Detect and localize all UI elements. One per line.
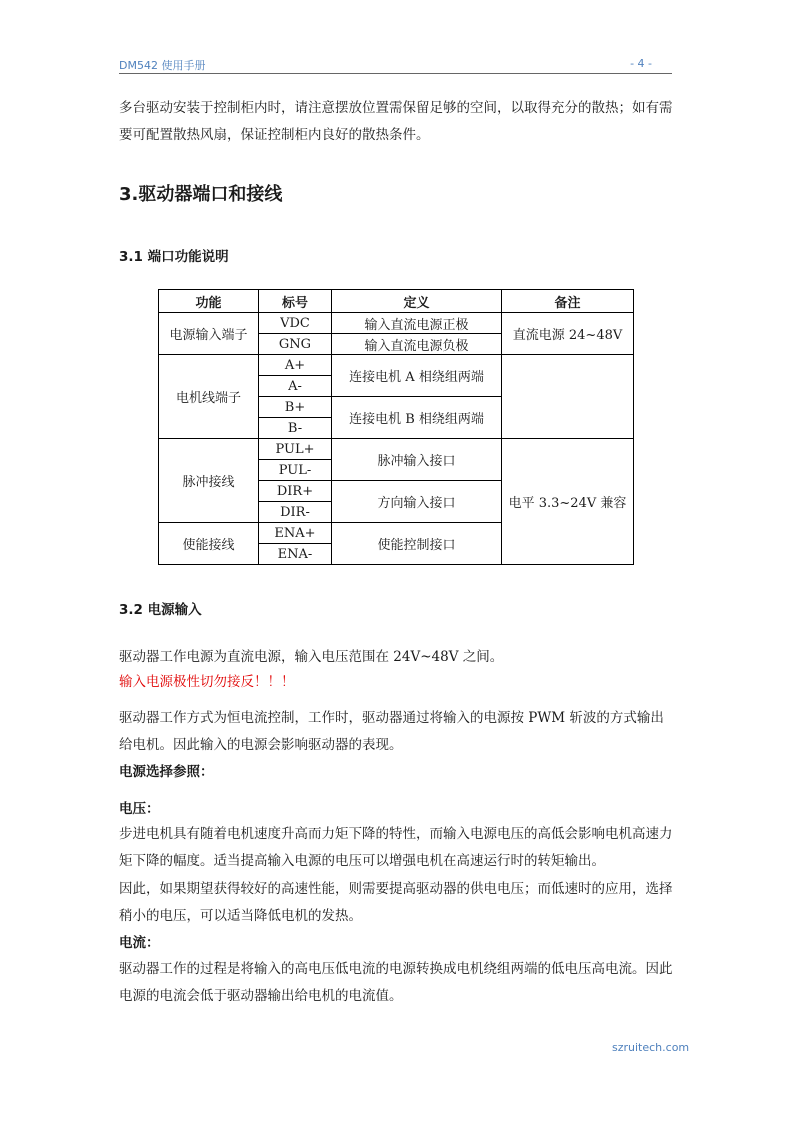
group-motor: 电机线端子 [159,355,259,439]
polarity-warning: 输入电源极性切勿接反！！！ [119,674,295,690]
def-phase-a: 连接电机 A 相绕组两端 [332,355,502,397]
header-definition: 定义 [332,290,502,313]
label-pul-plus: PUL+ [259,439,332,460]
def-phase-b: 连接电机 B 相绕组两端 [332,397,502,439]
power-reference-title: 电源选择参照： [119,764,214,780]
section-3-2-title: 3.2 电源输入 [119,602,202,618]
note-motor-empty [502,355,634,439]
voltage-text-2: 因此，如果期望获得较好的高速性能，则需要提高驱动器的供电电压；而低速时的应用，选择稍小的电压，可以适当降低电机的发热。 [119,881,673,924]
table-row [159,313,634,334]
note-power: 直流电源 24~48V [502,313,634,355]
label-ena-minus: ENA- [259,544,332,565]
header-label: 标号 [259,290,332,313]
label-pul-minus: PUL- [259,460,332,481]
header-function: 功能 [159,290,259,313]
note-signal: 电平 3.3~24V 兼容 [502,439,634,565]
footer-website: szruitech.com [612,1041,690,1054]
group-pulse: 脉冲接线 [159,439,259,523]
def-dir: 方向输入接口 [332,481,502,523]
voltage-text-1: 步进电机具有随着电机速度升高而力矩下降的特性，而输入电源电压的高低会影响电机高速力矩下降的幅度。适当提高输入电源的电压可以增强电机在高速运行时的转矩输出。 [119,826,673,869]
voltage-title: 电压： [119,801,160,817]
label-a-minus: A- [259,376,332,397]
port-function-table [158,289,634,565]
group-enable: 使能接线 [159,523,259,565]
page-header [119,57,672,74]
def-gng: 输入直流电源负极 [332,334,502,355]
label-b-minus: B- [259,418,332,439]
header-note: 备注 [502,290,634,313]
label-ena-plus: ENA+ [259,523,332,544]
label-vdc: VDC [259,313,332,334]
table-header-row [159,290,634,313]
label-gng: GNG [259,334,332,355]
def-pulse: 脉冲输入接口 [332,439,502,481]
section-3-1-title: 3.1 端口功能说明 [119,249,229,265]
page-number: - 4 - [630,57,652,70]
label-b-plus: B+ [259,397,332,418]
current-text: 驱动器工作的过程是将输入的高电压低电流的电源转换成电机绕组两端的低电压高电流。因此电源的电流会低于驱动器输出给电机的电流值。 [119,961,673,1004]
def-enable: 使能控制接口 [332,523,502,565]
power-range-text: 驱动器工作电源为直流电源，输入电压范围在 24V~48V 之间。 [119,649,504,665]
group-power: 电源输入端子 [159,313,259,355]
current-title: 电流： [119,935,160,951]
power-mode-text: 驱动器工作方式为恒电流控制，工作时，驱动器通过将输入的电源按 PWM 斩波的方式输出给电机。因此输入的电源会影响驱动器的表现。 [119,710,664,753]
intro-paragraph: 多台驱动安装于控制柜内时，请注意摆放位置需保留足够的空间，以取得充分的散热；如有需要可配置散热风扇，保证控制柜内良好的散热条件。 [119,100,673,143]
def-vdc: 输入直流电源正极 [332,313,502,334]
manual-title: DM542 使用手册 [119,59,206,72]
label-dir-plus: DIR+ [259,481,332,502]
section-3-title: 3.驱动器端口和接线 [119,184,283,205]
table-row [159,355,634,376]
label-dir-minus: DIR- [259,502,332,523]
table-row [159,439,634,460]
label-a-plus: A+ [259,355,332,376]
